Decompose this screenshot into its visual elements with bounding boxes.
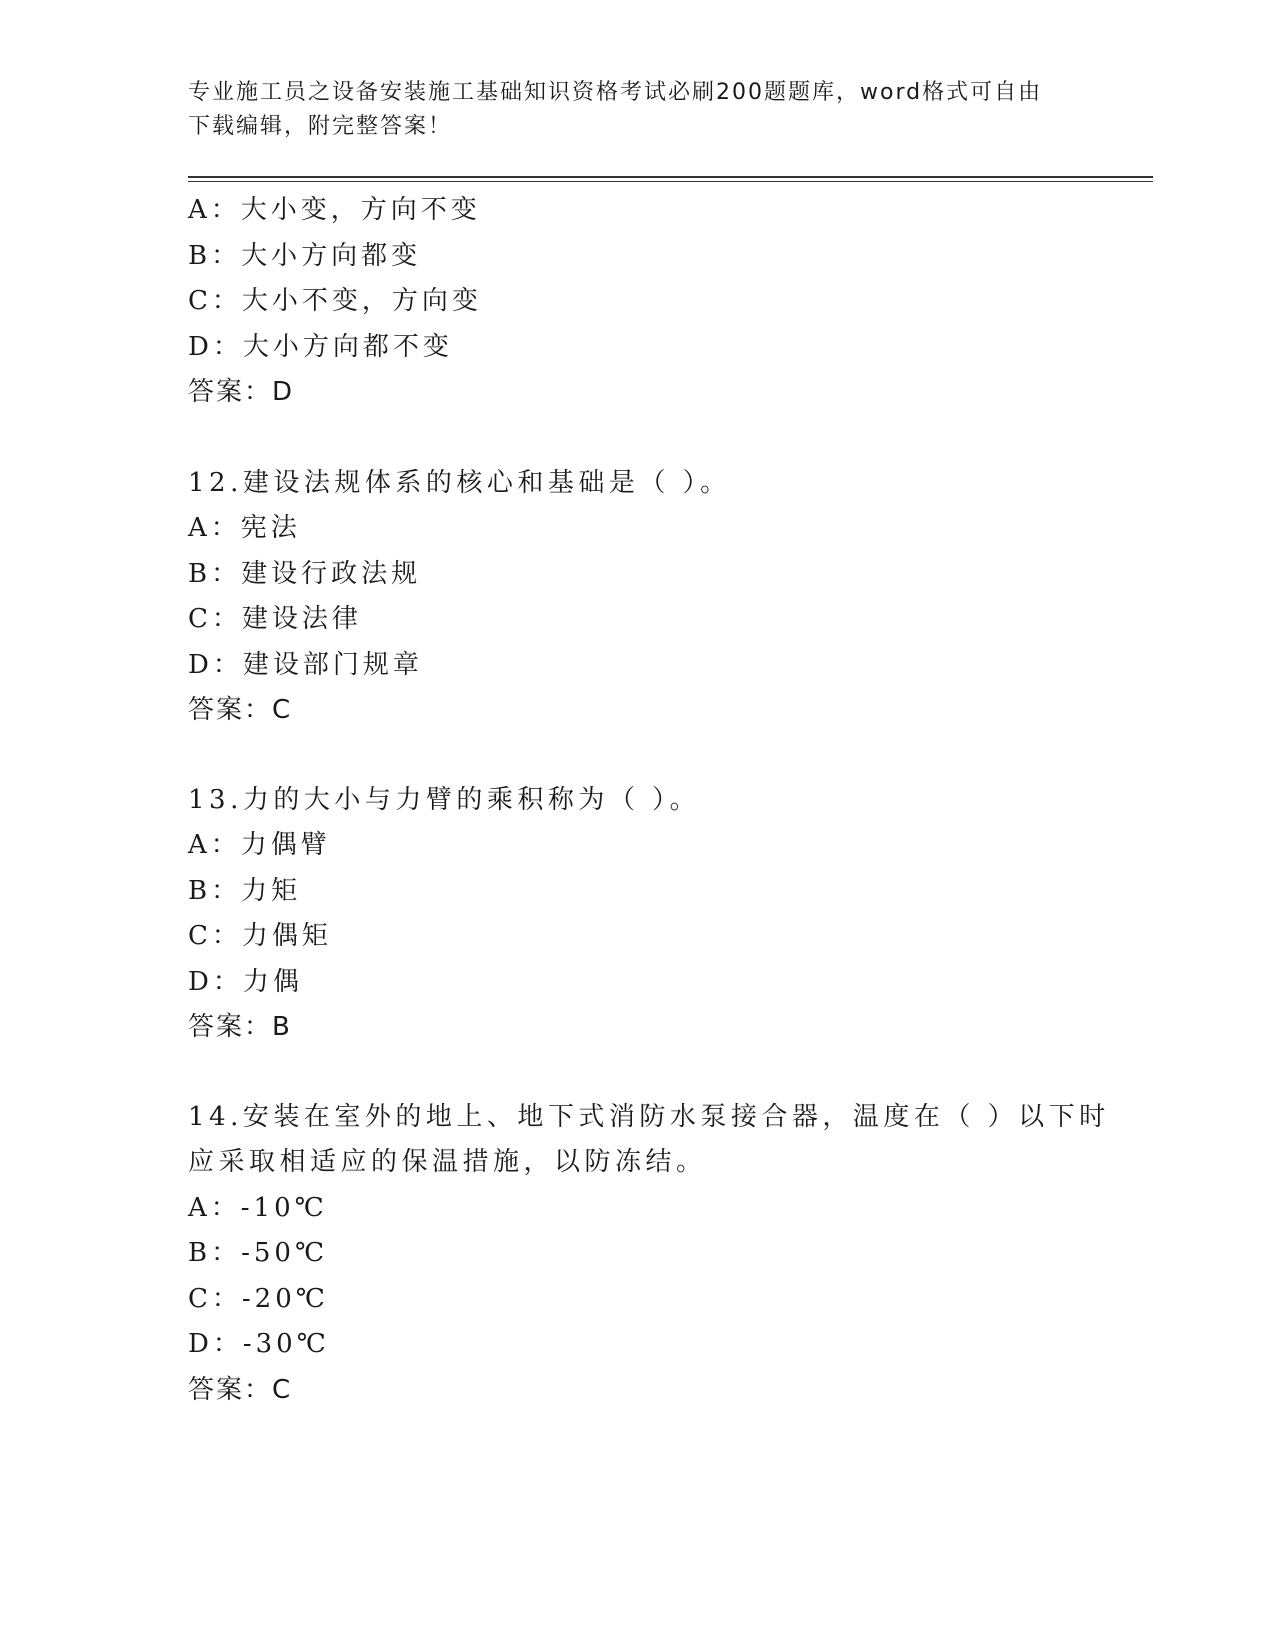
document-header — [188, 76, 1068, 144]
option-c: C：-20℃ — [188, 1283, 329, 1314]
answer-line: 答案：C — [188, 1374, 293, 1405]
option-c: C：大小不变，方向变 — [188, 286, 482, 316]
question-13 — [188, 778, 1148, 1051]
option-b: B：力矩 — [188, 875, 302, 906]
option-a: A：-10℃ — [188, 1192, 328, 1223]
option-b: B：大小方向都变 — [188, 240, 422, 271]
question-stem-line-1: 14.安装在室外的地上、地下式消防水泵接合器，温度在（ ）以下时 — [188, 1101, 1110, 1132]
question-list — [188, 188, 1148, 1413]
answer-line: 答案：B — [188, 1012, 292, 1042]
option-b: B：-50℃ — [188, 1238, 329, 1268]
spacer — [188, 1051, 1148, 1095]
spacer — [188, 416, 1148, 461]
question-stem-line-2: 应采取相适应的保温措施，以防冻结。 — [188, 1147, 707, 1177]
option-d: D：建设部门规章 — [188, 649, 423, 680]
question-stem: 12.建设法规体系的核心和基础是（ ）。 — [188, 467, 731, 498]
option-c: C：建设法律 — [188, 604, 362, 634]
option-d: D：力偶 — [188, 966, 303, 997]
answer-line: 答案：D — [188, 377, 295, 407]
option-a: A：大小变，方向不变 — [188, 195, 481, 225]
option-d: D：大小方向都不变 — [188, 331, 453, 362]
question-stem: 13.力的大小与力臂的乘积称为（ ）。 — [188, 784, 701, 815]
option-d: D：-30℃ — [188, 1329, 330, 1359]
header-line-1: 专业施工员之设备安装施工基础知识资格考试必刷200题题库，word格式可自由 — [188, 80, 1043, 105]
option-a: A：宪法 — [188, 513, 301, 543]
option-c: C：力偶矩 — [188, 921, 332, 951]
header-double-rule — [188, 176, 1153, 182]
option-a: A：力偶臂 — [188, 830, 331, 860]
spacer — [188, 734, 1148, 778]
header-line-2: 下载编辑，附完整答案！ — [188, 114, 453, 139]
question-14 — [188, 1095, 1148, 1414]
option-b: B：建设行政法规 — [188, 558, 422, 589]
answer-line: 答案：C — [188, 695, 293, 725]
question-12 — [188, 461, 1148, 734]
question-11 — [188, 188, 1148, 416]
rule-line-thin — [188, 181, 1153, 182]
rule-line-thick — [188, 176, 1153, 178]
